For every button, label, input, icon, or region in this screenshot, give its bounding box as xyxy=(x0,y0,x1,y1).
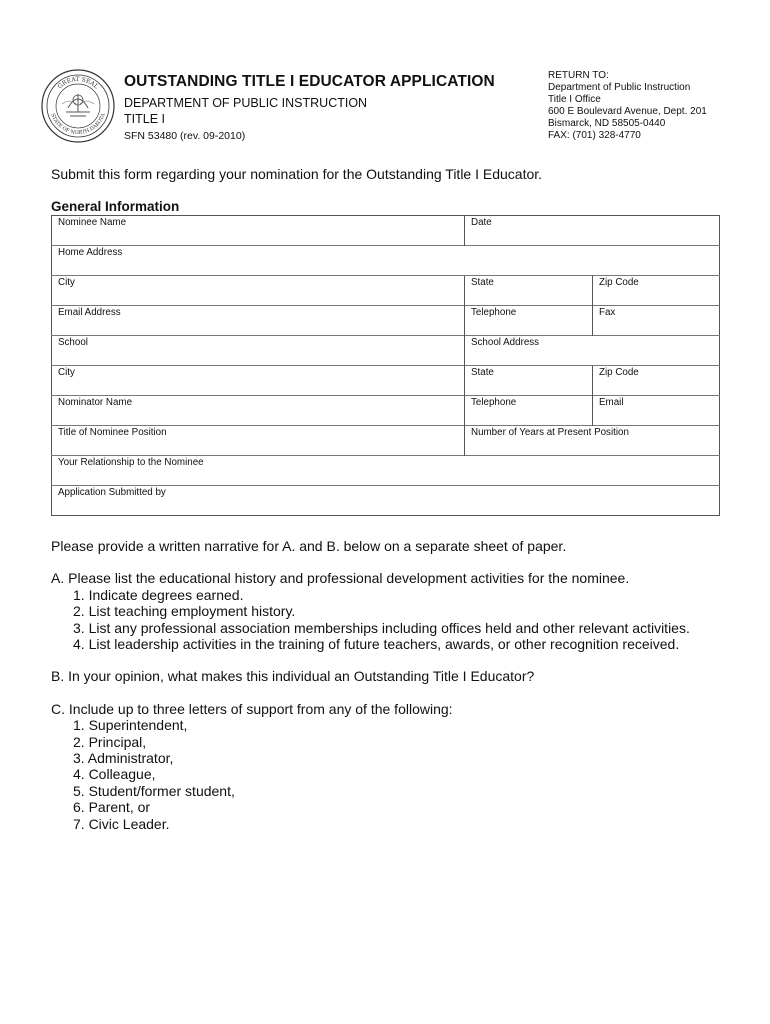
nominator-name-field[interactable] xyxy=(52,396,465,426)
instruction-a: A. Please list the educational history and professional development activities for the nominee. xyxy=(51,570,630,587)
seal-text-top: GREAT SEAL xyxy=(56,75,100,91)
return-fax: FAX: (701) 328-4770 xyxy=(548,130,641,141)
instruction-c-item: 6. Parent, or xyxy=(73,799,151,816)
field-label: Date xyxy=(471,217,492,228)
instruction-c-item: 7. Civic Leader. xyxy=(73,815,170,832)
instruction-c-item: 2. Principal, xyxy=(73,733,147,750)
field-label: Zip Code xyxy=(599,367,639,378)
field-label: Email xyxy=(599,397,624,408)
svg-text:GREAT SEAL xyxy=(56,76,99,90)
form-number: SFN 53480 (rev. 09-2010) xyxy=(124,130,246,142)
field-label: Nominee Name xyxy=(58,217,127,228)
instruction-a-item: 4. List leadership activities in the training of future teachers, awards, or other recognition received. xyxy=(73,636,680,653)
program-name: TITLE I xyxy=(124,112,165,126)
return-address xyxy=(548,70,707,142)
nominee-position-field[interactable] xyxy=(52,426,465,456)
return-line: 600 E Boulevard Avenue, Dept. 201 xyxy=(548,106,707,117)
form-title: OUTSTANDING TITLE I EDUCATOR APPLICATION xyxy=(124,73,495,90)
date-field[interactable] xyxy=(465,216,720,246)
field-label: Your Relationship to the Nominee xyxy=(58,457,204,468)
field-label: Title of Nominee Position xyxy=(58,427,167,438)
school-address-field[interactable] xyxy=(465,336,720,366)
field-label: Application Submitted by xyxy=(58,487,166,498)
field-label: Nominator Name xyxy=(58,397,133,408)
relationship-field[interactable] xyxy=(52,456,720,486)
field-label: School xyxy=(58,337,88,348)
instructions xyxy=(51,538,690,832)
field-label: Telephone xyxy=(471,397,517,408)
return-line: Bismarck, ND 58505-0440 xyxy=(548,118,666,129)
intro-text: Submit this form regarding your nomination for the Outstanding Title I Educator. xyxy=(51,166,543,182)
city-field[interactable] xyxy=(52,276,465,306)
school-zip-code-field[interactable] xyxy=(593,366,720,396)
nominator-telephone-field[interactable] xyxy=(465,396,593,426)
instruction-a-item: 3. List any professional association memberships including offices held and other relevant activities. xyxy=(73,619,690,636)
department-name: DEPARTMENT OF PUBLIC INSTRUCTION xyxy=(124,96,368,110)
return-line: Department of Public Instruction xyxy=(548,82,691,93)
instructions-lead: Please provide a written narrative for A. and B. below on a separate sheet of paper. xyxy=(51,538,567,554)
field-label: Telephone xyxy=(471,307,517,318)
school-state-field[interactable] xyxy=(465,366,593,396)
field-label: Number of Years at Present Position xyxy=(471,427,629,438)
instruction-c-item: 3. Administrator, xyxy=(73,750,174,767)
field-label: State xyxy=(471,277,494,288)
email-address-field[interactable] xyxy=(52,306,465,336)
years-at-position-field[interactable] xyxy=(465,426,720,456)
field-label: Home Address xyxy=(58,247,123,258)
fax-field[interactable] xyxy=(593,306,720,336)
return-line: Title I Office xyxy=(548,94,601,105)
field-label: Email Address xyxy=(58,307,121,318)
general-information-table xyxy=(51,215,720,516)
field-label: School Address xyxy=(471,337,540,348)
seal-text-bottom: STATE OF NORTH DAKOTA xyxy=(49,112,107,137)
submitted-by-field[interactable] xyxy=(52,486,720,516)
field-label: City xyxy=(58,367,75,378)
instruction-c: C. Include up to three letters of support from any of the following: xyxy=(51,700,453,717)
instruction-b: B. In your opinion, what makes this individual an Outstanding Title I Educator? xyxy=(51,668,535,685)
instruction-c-item: 4. Colleague, xyxy=(73,766,156,783)
instruction-a-item: 1. Indicate degrees earned. xyxy=(73,586,244,603)
form-header xyxy=(124,73,495,142)
general-information-heading: General Information xyxy=(51,199,180,214)
instruction-a-item: 2. List teaching employment history. xyxy=(73,603,296,620)
home-address-field[interactable] xyxy=(52,246,720,276)
telephone-field[interactable] xyxy=(465,306,593,336)
school-field[interactable] xyxy=(52,336,465,366)
nominee-name-field[interactable] xyxy=(52,216,465,246)
instruction-c-item: 5. Student/former student, xyxy=(73,782,235,799)
field-label: City xyxy=(58,277,75,288)
instruction-c-item: 1. Superintendent, xyxy=(73,717,188,734)
zip-code-field[interactable] xyxy=(593,276,720,306)
field-label: Fax xyxy=(599,307,616,318)
return-label: RETURN TO: xyxy=(548,70,609,81)
state-seal-icon xyxy=(40,68,116,144)
field-label: State xyxy=(471,367,494,378)
school-city-field[interactable] xyxy=(52,366,465,396)
nominator-email-field[interactable] xyxy=(593,396,720,426)
state-field[interactable] xyxy=(465,276,593,306)
field-label: Zip Code xyxy=(599,277,639,288)
